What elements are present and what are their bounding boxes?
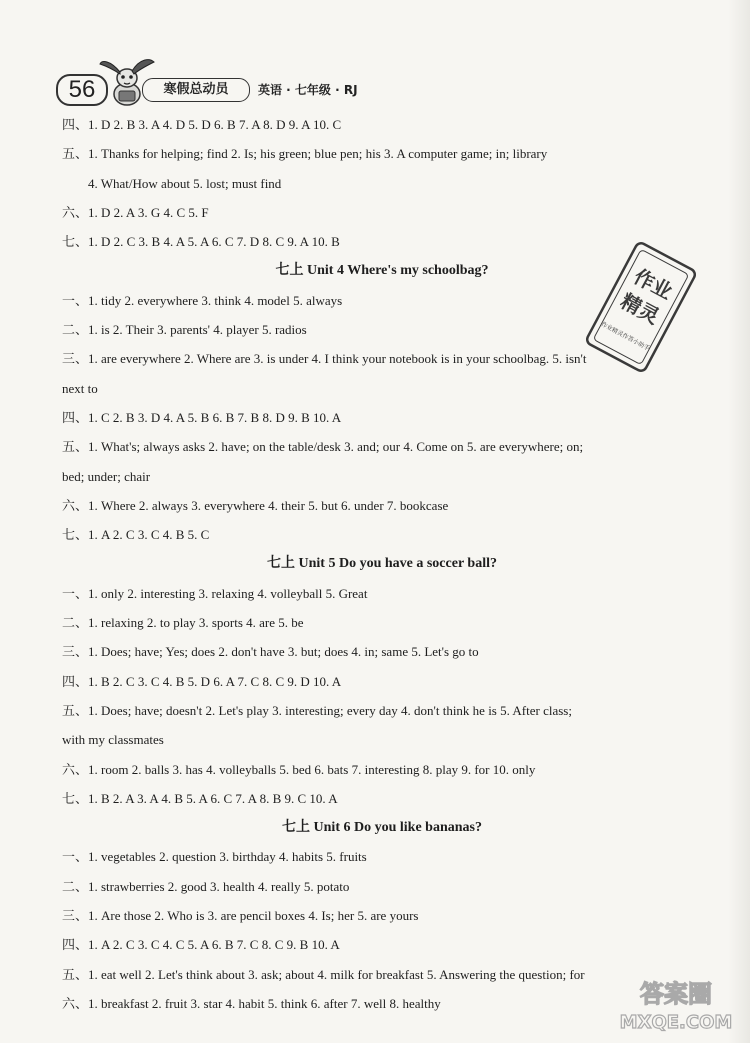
answer-line: bed; under; chair [62, 468, 151, 484]
answer-line: with my classmates [62, 732, 164, 748]
stamp-text: 作业精灵作答小助手 [599, 320, 651, 353]
page-edge-shadow [728, 0, 750, 1043]
answer-line: 五、1. What's; always asks 2. have; on the table/desk 3. and; our 4. Come on 5. are everywhere; on; [62, 439, 584, 455]
answer-line: 三、1. are everywhere 2. Where are 3. is under 4. I think your notebook is in your schoolbag. 5. isn't [62, 351, 587, 367]
answer-line: 四、1. B 2. C 3. C 4. B 5. D 6. A 7. C 8. C 9. D 10. A [62, 673, 342, 689]
answer-line: 六、1. Where 2. always 3. everywhere 4. their 5. but 6. under 7. bookcase [62, 497, 449, 513]
answer-line: 五、1. eat well 2. Let's think about 3. ask; about 4. milk for breakfast 5. Answering the question; for [62, 966, 585, 982]
stamp-text: 精灵 [616, 288, 664, 329]
watermark-text: 答案圈 [640, 980, 712, 1008]
answer-line: 五、1. Thanks for helping; find 2. Is; his green; blue pen; his 3. A computer game; in; library [62, 146, 548, 162]
answer-line: 六、1. D 2. A 3. G 4. C 5. F [62, 204, 209, 220]
answer-line: 二、1. relaxing 2. to play 3. sports 4. are 5. be [62, 615, 304, 631]
answer-line: 四、1. D 2. B 3. A 4. D 5. D 6. B 7. A 8. D 9. A 10. C [62, 117, 342, 132]
answer-line: 4. What/How about 5. lost; must find [88, 175, 282, 191]
answer-line: next to [62, 380, 98, 396]
answer-line: 三、1. Are those 2. Who is 3. are pencil boxes 4. Is; her 5. are yours [62, 908, 419, 924]
answer-line: 七、1. B 2. A 3. A 4. B 5. A 6. C 7. A 8. B 9. C 10. A [62, 790, 338, 806]
answer-line: 三、1. Does; have; Yes; does 2. don't have 3. but; does 4. in; same 5. Let's go to [62, 644, 479, 660]
answer-line: 四、1. A 2. C 3. C 4. C 5. A 6. B 7. C 8. C 9. B 10. A [62, 937, 340, 953]
answer-line: 一、1. only 2. interesting 3. relaxing 4. volleyball 5. Great [62, 585, 368, 601]
answer-line: 四、1. C 2. B 3. D 4. A 5. B 6. B 7. B 8. D 9. B 10. A [62, 409, 342, 425]
unit-heading: 七上 Unit 4 Where's my schoolbag? [275, 263, 489, 279]
answer-line: 五、1. Does; have; doesn't 2. Let's play 3. interesting; every day 4. don't think he is 5. After class; [62, 702, 572, 718]
answer-line: 二、1. is 2. Their 3. parents' 4. player 5. radios [62, 322, 307, 338]
answer-line: 六、1. room 2. balls 3. has 4. volleyballs 5. bed 6. bats 7. interesting 8. play 9. for 10. only [62, 761, 536, 777]
subject-label: 英语 · 七年级 · RJ [258, 83, 358, 97]
watermark-text: MXQE.COM [619, 1012, 733, 1033]
unit-heading: 七上 Unit 5 Do you have a soccer ball? [267, 556, 497, 572]
answer-line: 一、1. vegetables 2. question 3. birthday 4. habits 5. fruits [62, 849, 367, 865]
unit-heading: 七上 Unit 6 Do you like bananas? [282, 820, 482, 836]
answer-line: 一、1. tidy 2. everywhere 3. think 4. model 5. always [62, 292, 343, 308]
site-watermark [612, 974, 740, 1036]
homework-stamp [586, 232, 696, 382]
page-header [56, 72, 376, 106]
book-title-banner: 寒假总动员 [142, 78, 250, 102]
answer-line: 七、1. A 2. C 3. C 4. B 5. C [62, 527, 210, 543]
answer-line: 七、1. D 2. C 3. B 4. A 5. A 6. C 7. D 8. C 9. A 10. B [62, 234, 340, 250]
answer-line: 六、1. breakfast 2. fruit 3. star 4. habit 5. think 6. after 7. well 8. healthy [62, 995, 441, 1011]
answer-line: 二、1. strawberries 2. good 3. health 4. really 5. potato [62, 878, 350, 894]
stamp-text: 作业 [629, 264, 677, 305]
page-number: 56 [56, 74, 108, 106]
